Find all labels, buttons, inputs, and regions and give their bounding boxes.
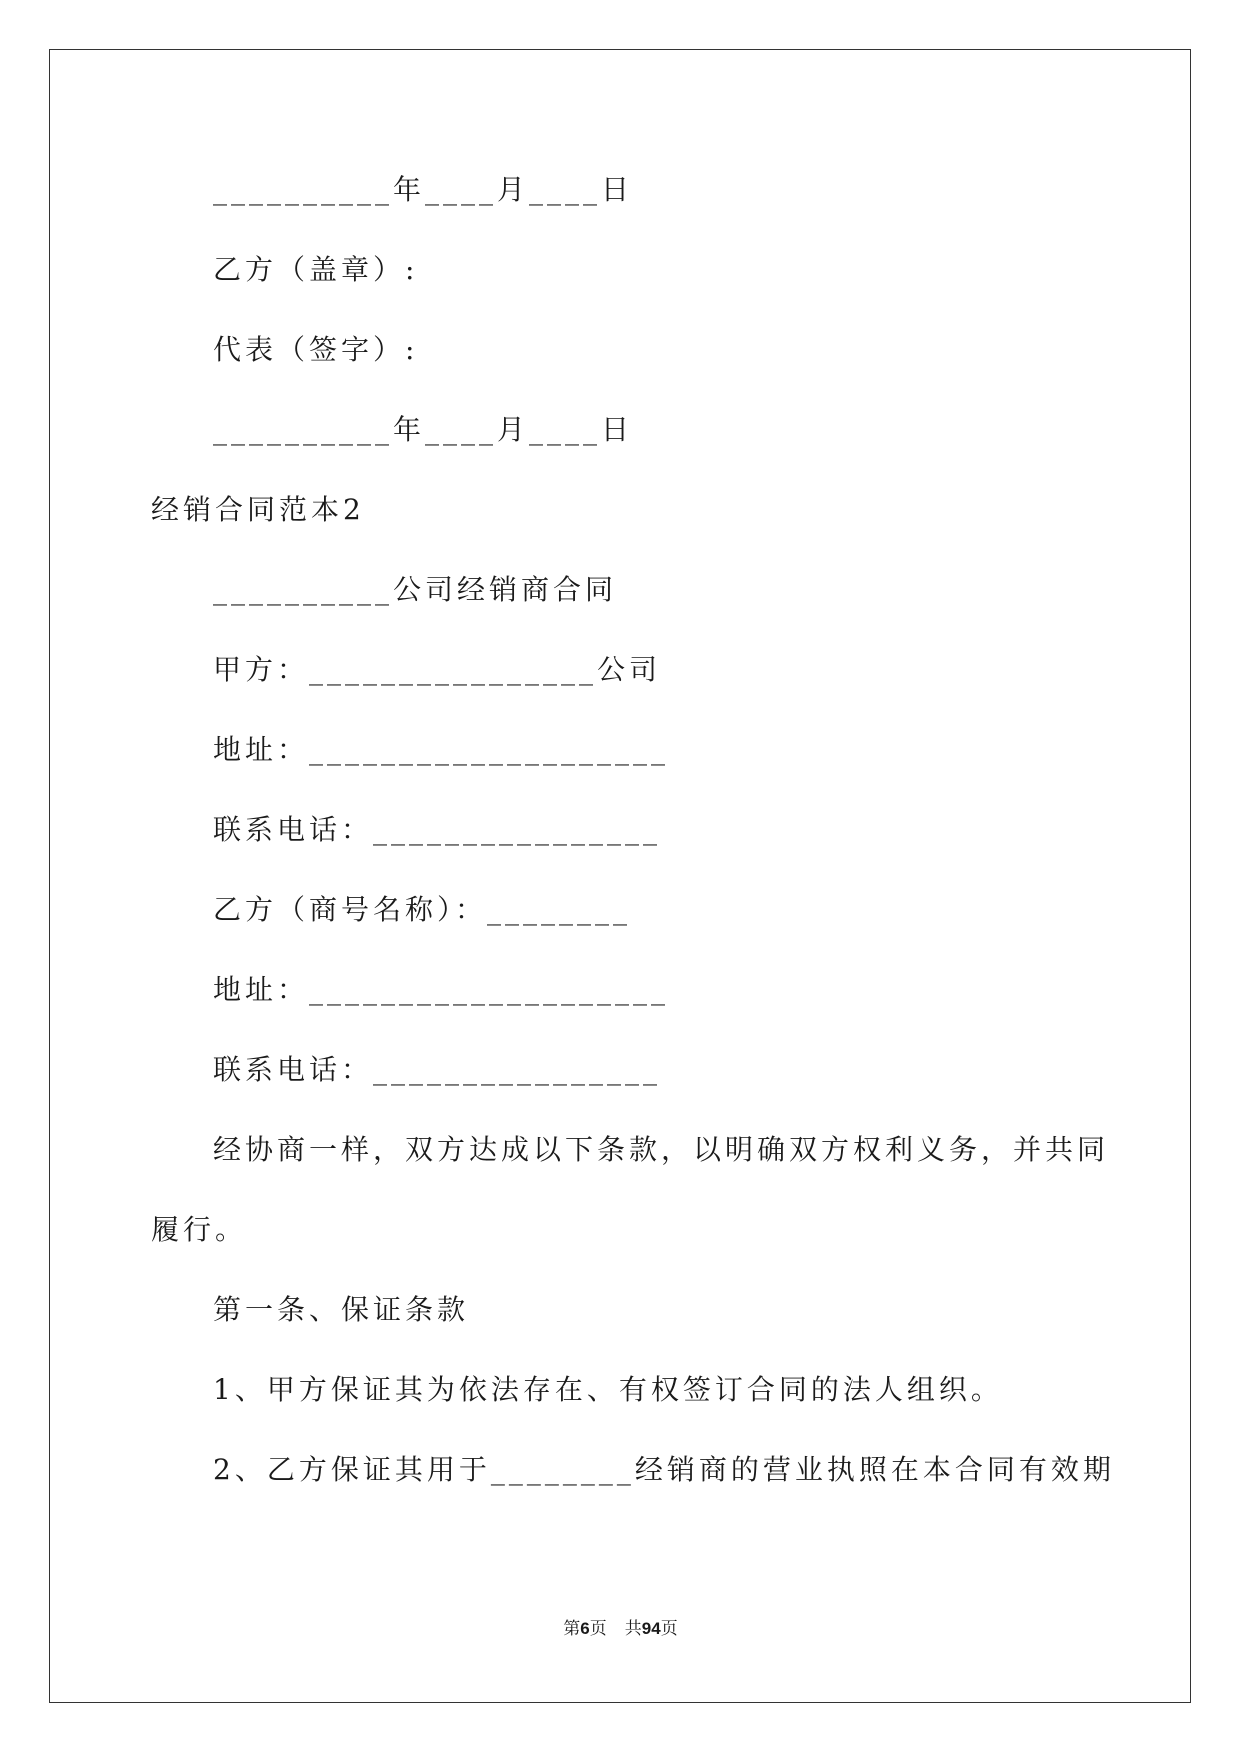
contract-subtitle: __________公司经销商合同	[213, 573, 618, 606]
footer-prefix: 第	[563, 1619, 581, 1639]
footer-page-suffix: 页	[589, 1619, 607, 1639]
article-one-heading: 第一条、保证条款	[213, 1293, 470, 1326]
date-line-2: __________年____月____日	[213, 413, 634, 446]
agreement-paragraph-cont: 履行。	[151, 1213, 248, 1246]
clause-1: 1、甲方保证其为依法存在、有权签订合同的法人组织。	[213, 1373, 1003, 1406]
representative-signature-label: 代表（签字）:	[213, 333, 419, 366]
footer-total-pages: 94	[641, 1619, 661, 1638]
party-a-address: 地址：____________________	[213, 733, 670, 766]
agreement-paragraph: 经协商一样，双方达成以下条款，以明确双方权利义务，并共同	[213, 1133, 1110, 1166]
footer-page-number: 6	[580, 1619, 590, 1638]
date-line-1: __________年____月____日	[213, 173, 634, 206]
contract-title: 经销合同范本2	[151, 493, 365, 526]
party-b-seal-label: 乙方（盖章）:	[213, 253, 419, 286]
party-a-label: 甲方：________________公司	[213, 653, 662, 686]
party-b-phone: 联系电话：________________	[213, 1053, 662, 1086]
footer-total-suffix: 页	[660, 1619, 678, 1639]
party-b-address: 地址：____________________	[213, 973, 670, 1006]
clause-2: 2、乙方保证其用于________经销商的营业执照在本合同有效期	[213, 1453, 1115, 1486]
page-footer	[0, 1617, 1241, 1641]
party-b-label: 乙方（商号名称）：________	[213, 893, 632, 926]
party-a-phone: 联系电话：________________	[213, 813, 662, 846]
footer-total-prefix: 共	[624, 1619, 642, 1639]
